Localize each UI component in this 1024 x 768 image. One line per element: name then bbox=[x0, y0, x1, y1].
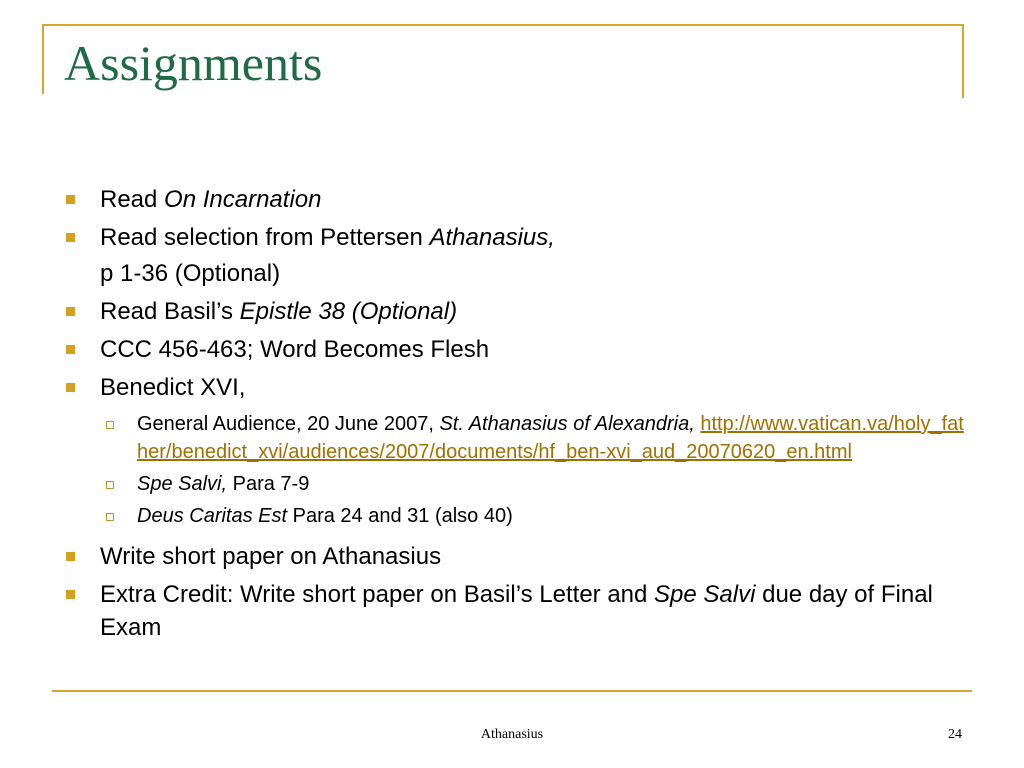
item-text: Read selection from Pettersen bbox=[100, 224, 430, 251]
item-text: Read Basil’s bbox=[100, 298, 240, 325]
list-item bbox=[64, 371, 964, 404]
frame-left-rule bbox=[42, 24, 44, 94]
list-item bbox=[64, 333, 964, 366]
hollow-square-bullet-icon bbox=[106, 481, 114, 489]
hollow-square-bullet-icon bbox=[106, 513, 114, 521]
sub-item-text: Para 24 and 31 (also 40) bbox=[287, 505, 513, 527]
list-item bbox=[64, 295, 964, 328]
square-bullet-icon bbox=[66, 307, 75, 316]
square-bullet-icon bbox=[66, 552, 75, 561]
sub-item-text: General Audience, 20 June 2007, bbox=[137, 413, 440, 435]
list-item bbox=[64, 578, 964, 644]
item-italic: Epistle 38 (Optional) bbox=[239, 298, 458, 325]
item-text: Extra Credit: Write short paper on Basil’s Letter and bbox=[100, 581, 655, 608]
bullet-list bbox=[64, 183, 964, 649]
page-number: 24 bbox=[948, 727, 962, 742]
sub-item-italic: Spe Salvi, bbox=[137, 473, 228, 495]
square-bullet-icon bbox=[66, 590, 75, 599]
square-bullet-icon bbox=[66, 233, 75, 242]
list-item bbox=[64, 183, 964, 216]
frame-right-rule bbox=[962, 24, 964, 98]
item-text-tail: due day of Final Exam bbox=[100, 581, 933, 641]
item-text: p 1-36 (Optional) bbox=[100, 260, 281, 287]
item-italic: Spe Salvi bbox=[654, 581, 756, 608]
footer-rule bbox=[52, 690, 972, 692]
vatican-audience-link[interactable]: http://www.vatican.va/holy_father/benedict_xvi/audiences/2007/documents/hf_ben-xvi_aud_20070620_en.html bbox=[137, 413, 964, 463]
slide-title: Assignments bbox=[64, 35, 323, 91]
item-italic: Athanasius, bbox=[429, 224, 555, 251]
item-text: CCC 456-463; Word Becomes Flesh bbox=[100, 336, 490, 363]
sub-item-text: Para 7-9 bbox=[227, 473, 310, 495]
item-text: Write short paper on Athanasius bbox=[100, 543, 442, 570]
hollow-square-bullet-icon bbox=[106, 421, 114, 429]
item-text: Read bbox=[100, 186, 165, 213]
item-text: Benedict XVI, bbox=[100, 374, 246, 401]
sub-item-italic: Deus Caritas Est bbox=[137, 505, 288, 527]
square-bullet-icon bbox=[66, 383, 75, 392]
square-bullet-icon bbox=[66, 345, 75, 354]
sub-item-italic: St. Athanasius of Alexandria, bbox=[439, 413, 695, 435]
footer-title: Athanasius bbox=[480, 727, 544, 742]
sub-list-item bbox=[64, 470, 964, 498]
list-item bbox=[64, 540, 964, 573]
square-bullet-icon bbox=[66, 195, 75, 204]
item-italic: On Incarnation bbox=[164, 186, 322, 213]
sub-list-item bbox=[64, 410, 964, 466]
sub-list-item bbox=[64, 502, 964, 530]
list-item-continuation bbox=[64, 257, 964, 290]
frame-top-rule bbox=[42, 24, 963, 26]
list-item bbox=[64, 221, 964, 254]
